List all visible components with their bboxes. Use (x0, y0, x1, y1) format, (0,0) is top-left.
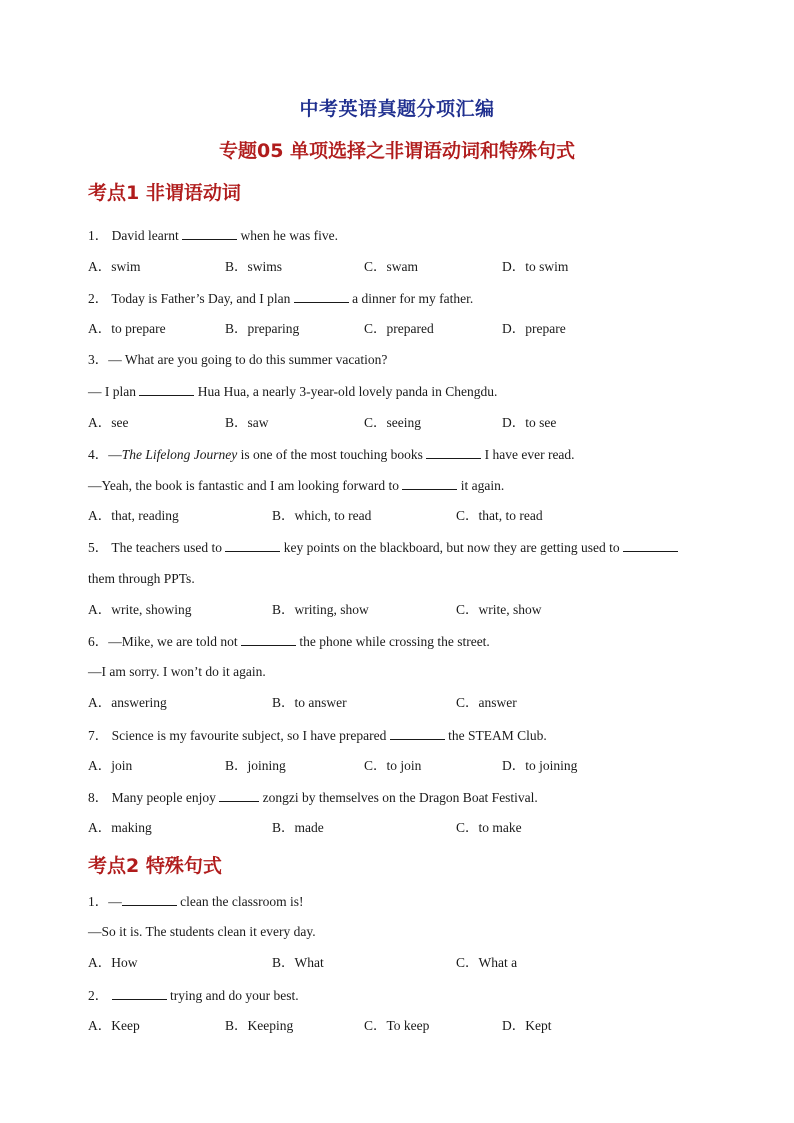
option-a[interactable]: A．making (88, 820, 152, 835)
s2-question-1-reply: —So it is. The students clean it every day. (88, 924, 316, 939)
option-c[interactable]: C．swam (364, 259, 418, 274)
question-1-options (88, 259, 728, 275)
option-d[interactable]: D．to see (502, 415, 557, 430)
option-c[interactable]: C．To keep (364, 1018, 430, 1033)
s2-question-1-stem: 1．— clean the classroom is! (88, 894, 304, 909)
option-a[interactable]: A．How (88, 955, 138, 970)
question-1-stem: 1． David learnt when he was five. (88, 228, 338, 243)
question-5-options (88, 602, 728, 618)
option-a[interactable]: A．that, reading (88, 508, 179, 523)
option-a[interactable]: A．write, showing (88, 602, 192, 617)
option-a[interactable]: A．to prepare (88, 321, 166, 336)
question-7-stem: 7． Science is my favourite subject, so I have prepared the STEAM Club. (88, 728, 547, 743)
answer-blank[interactable] (182, 227, 237, 240)
answer-blank[interactable] (219, 789, 259, 802)
section-heading-1: 考点1 非谓语动词 (88, 182, 241, 204)
answer-blank[interactable] (112, 987, 167, 1000)
answer-blank[interactable] (241, 633, 296, 646)
answer-blank[interactable] (390, 727, 445, 740)
option-c[interactable]: C．seeing (364, 415, 421, 430)
question-4-reply: —Yeah, the book is fantastic and I am looking forward to it again. (88, 478, 505, 493)
question-6-reply: —I am sorry. I won’t do it again. (88, 664, 266, 679)
question-3-reply: — I plan Hua Hua, a nearly 3-year-old lovely panda in Chengdu. (88, 384, 498, 399)
option-c[interactable]: C．What a (456, 955, 518, 970)
option-d[interactable]: D．to swim (502, 259, 569, 274)
option-b[interactable]: B．saw (225, 415, 269, 430)
option-b[interactable]: B．Keeping (225, 1018, 294, 1033)
option-c[interactable]: C．answer (456, 695, 517, 710)
question-3-stem: 3．— What are you going to do this summer vacation? (88, 352, 388, 367)
answer-blank[interactable] (402, 477, 457, 490)
option-b[interactable]: B．joining (225, 758, 286, 773)
question-8-options (88, 820, 728, 836)
option-a[interactable]: A．Keep (88, 1018, 140, 1033)
question-5-stem: 5． The teachers used to key points on the blackboard, but now they are getting used to (88, 539, 678, 556)
answer-blank[interactable] (294, 290, 349, 303)
option-a[interactable]: A．swim (88, 259, 141, 274)
option-b[interactable]: B．to answer (272, 695, 347, 710)
question-4-options (88, 508, 728, 524)
question-3-options (88, 415, 728, 431)
document-title: 中考英语真题分项汇编 (299, 98, 495, 120)
answer-blank[interactable] (139, 383, 194, 396)
option-c[interactable]: C．to make (456, 820, 522, 835)
option-b[interactable]: B．What (272, 955, 324, 970)
option-c[interactable]: C．that, to read (456, 508, 543, 523)
section-heading-2: 考点2 特殊句式 (88, 855, 222, 877)
option-a[interactable]: A．answering (88, 695, 167, 710)
question-4-stem: 4．—The Lifelong Journey is one of the most touching books I have ever read. (88, 447, 575, 462)
option-b[interactable]: B．preparing (225, 321, 300, 336)
option-b[interactable]: B．writing, show (272, 602, 369, 617)
question-2-stem: 2． Today is Father’s Day, and I plan a dinner for my father. (88, 291, 474, 306)
answer-blank[interactable] (426, 446, 481, 459)
question-8-stem: 8． Many people enjoy zongzi by themselves on the Dragon Boat Festival. (88, 790, 538, 805)
option-a[interactable]: A．see (88, 415, 129, 430)
answer-blank[interactable] (623, 539, 678, 552)
option-d[interactable]: D．Kept (502, 1018, 552, 1033)
option-d[interactable]: D．prepare (502, 321, 566, 336)
question-2-options (88, 321, 728, 337)
option-b[interactable]: B．made (272, 820, 324, 835)
answer-blank[interactable] (122, 893, 177, 906)
option-c[interactable]: C．prepared (364, 321, 434, 336)
question-7-options (88, 758, 728, 774)
option-b[interactable]: B．swims (225, 259, 283, 274)
option-c[interactable]: C．write, show (456, 602, 542, 617)
option-a[interactable]: A．join (88, 758, 133, 773)
option-d[interactable]: D．to joining (502, 758, 578, 773)
s2-question-2-options (88, 1018, 728, 1034)
option-c[interactable]: C．to join (364, 758, 422, 773)
question-6-options (88, 695, 728, 711)
question-6-stem: 6．—Mike, we are told not the phone while crossing the street. (88, 634, 490, 649)
answer-blank[interactable] (225, 539, 280, 552)
document-subtitle: 专题05 单项选择之非谓语动词和特殊句式 (218, 140, 576, 162)
option-b[interactable]: B．which, to read (272, 508, 372, 523)
s2-question-2-stem: 2． trying and do your best. (88, 988, 299, 1003)
s2-question-1-options (88, 955, 728, 971)
question-5-stem-cont: them through PPTs. (88, 571, 195, 586)
